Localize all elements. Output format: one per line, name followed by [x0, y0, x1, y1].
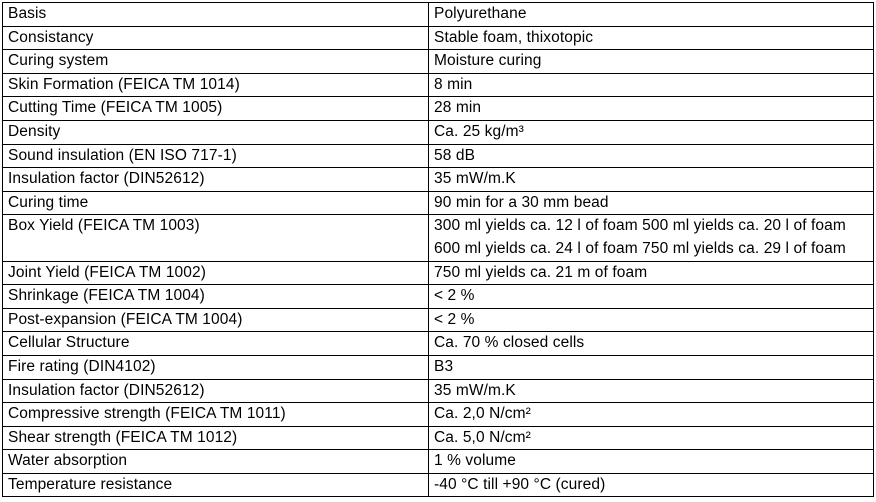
value-cell: 8 min — [429, 73, 874, 97]
property-cell: Post-expansion (FEICA TM 1004) — [3, 308, 429, 332]
table-row — [3, 308, 874, 332]
property-cell: Box Yield (FEICA TM 1003) — [3, 215, 429, 261]
property-cell: Curing system — [3, 50, 429, 74]
value-cell: 1 % volume — [429, 450, 874, 474]
table-row — [3, 3, 874, 27]
table-row — [3, 473, 874, 497]
property-cell: Density — [3, 120, 429, 144]
property-cell: Cutting Time (FEICA TM 1005) — [3, 97, 429, 121]
value-cell: Ca. 5,0 N/cm² — [429, 426, 874, 450]
property-cell: Curing time — [3, 191, 429, 215]
table-row — [3, 285, 874, 309]
table-row — [3, 403, 874, 427]
property-cell: Fire rating (DIN4102) — [3, 355, 429, 379]
value-cell: 58 dB — [429, 144, 874, 168]
property-cell: Compressive strength (FEICA TM 1011) — [3, 403, 429, 427]
table-row — [3, 97, 874, 121]
property-cell: Temperature resistance — [3, 473, 429, 497]
table-row — [3, 261, 874, 285]
property-cell: Skin Formation (FEICA TM 1014) — [3, 73, 429, 97]
technical-data-table — [2, 2, 874, 497]
table-row — [3, 379, 874, 403]
table-row — [3, 73, 874, 97]
property-cell: Consistancy — [3, 26, 429, 50]
value-cell: 35 mW/m.K — [429, 168, 874, 192]
property-cell: Insulation factor (DIN52612) — [3, 379, 429, 403]
property-cell: Water absorption — [3, 450, 429, 474]
table-row — [3, 332, 874, 356]
property-cell: Basis — [3, 3, 429, 27]
value-cell: Stable foam, thixotopic — [429, 26, 874, 50]
table-body — [3, 3, 874, 497]
value-cell: < 2 % — [429, 308, 874, 332]
property-cell: Insulation factor (DIN52612) — [3, 168, 429, 192]
table-row — [3, 50, 874, 74]
value-cell: Ca. 25 kg/m³ — [429, 120, 874, 144]
table-row — [3, 355, 874, 379]
table-row — [3, 26, 874, 50]
property-cell: Sound insulation (EN ISO 717-1) — [3, 144, 429, 168]
value-cell: 28 min — [429, 97, 874, 121]
property-cell: Shear strength (FEICA TM 1012) — [3, 426, 429, 450]
table-row — [3, 144, 874, 168]
table-row — [3, 215, 874, 261]
value-cell: 750 ml yields ca. 21 m of foam — [429, 261, 874, 285]
table-row — [3, 450, 874, 474]
value-cell: Polyurethane — [429, 3, 874, 27]
table-row — [3, 168, 874, 192]
table-row — [3, 120, 874, 144]
value-cell: B3 — [429, 355, 874, 379]
value-cell: 35 mW/m.K — [429, 379, 874, 403]
value-cell: 90 min for a 30 mm bead — [429, 191, 874, 215]
value-cell: Ca. 70 % closed cells — [429, 332, 874, 356]
value-cell: Moisture curing — [429, 50, 874, 74]
value-cell: Ca. 2,0 N/cm² — [429, 403, 874, 427]
property-cell: Cellular Structure — [3, 332, 429, 356]
property-cell: Shrinkage (FEICA TM 1004) — [3, 285, 429, 309]
value-cell: -40 °C till +90 °C (cured) — [429, 473, 874, 497]
value-cell: 300 ml yields ca. 12 l of foam 500 ml yields ca. 20 l of foam 600 ml yields ca. 24 l of foam 750 ml yields ca. 29 l of foam — [429, 215, 874, 261]
table-row — [3, 426, 874, 450]
property-cell: Joint Yield (FEICA TM 1002) — [3, 261, 429, 285]
value-cell: < 2 % — [429, 285, 874, 309]
table-row — [3, 191, 874, 215]
